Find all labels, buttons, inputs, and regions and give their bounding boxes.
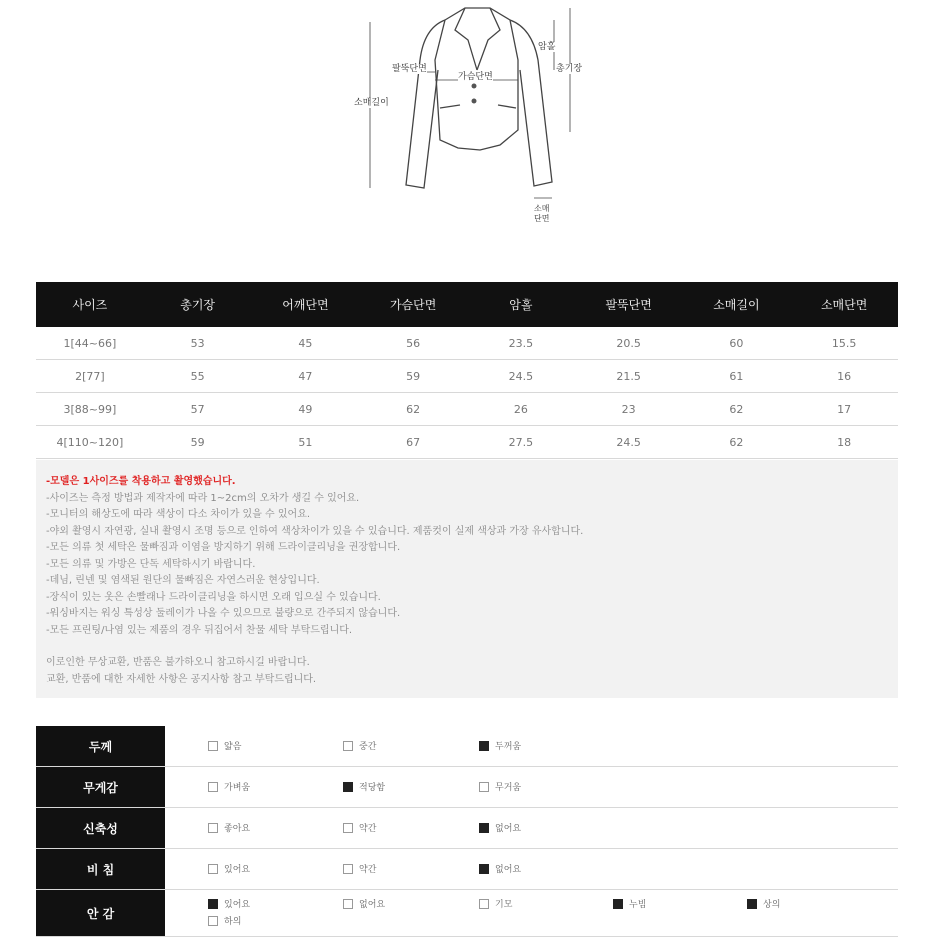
table-row: [36, 393, 898, 426]
table-cell: 21.5: [575, 360, 683, 393]
table-cell: 23: [575, 393, 683, 426]
table-cell: 47: [252, 360, 360, 393]
attr-label: 두께: [36, 726, 165, 766]
table-cell: 53: [144, 327, 252, 360]
checkbox[interactable]: [343, 899, 353, 909]
checkbox[interactable]: [208, 916, 218, 926]
note-line: -야외 촬영시 자연광, 실내 촬영시 조명 등으로 인하여 색상차이가 있을 수 있습니다. 제품컷이 실제 색상과 가장 유사합니다.: [46, 525, 584, 537]
table-cell: 24.5: [467, 360, 575, 393]
checkbox[interactable]: [343, 864, 353, 874]
checkbox[interactable]: [208, 741, 218, 751]
table-cell: 18: [790, 426, 898, 459]
attr-row-weight: [36, 767, 898, 808]
header-cell: 팔뚝단면: [575, 282, 683, 327]
sleeve-length-label: 소매길이: [354, 98, 389, 108]
table-cell: 60: [683, 327, 791, 360]
option-label: 있어요: [224, 865, 251, 875]
table-cell: 23.5: [467, 327, 575, 360]
table-cell: 3[88~99]: [36, 393, 144, 426]
option-label: 얇음: [224, 742, 242, 752]
option[interactable]: [343, 862, 376, 875]
option-label: 하의: [224, 917, 242, 927]
attr-row-lining: [36, 890, 898, 937]
option[interactable]: [479, 862, 521, 875]
note-line: -모든 의류 첫 세탁은 물빠짐과 이염을 방지하기 위해 드라이클리닝을 권장합니다.: [46, 542, 401, 553]
option[interactable]: [208, 780, 250, 793]
option[interactable]: [343, 821, 376, 834]
table-cell: 57: [144, 393, 252, 426]
note-line: -워싱바지는 워싱 특성상 둘레이가 나올 수 있으므로 불량으로 간주되지 않습니다.: [46, 608, 401, 619]
note-line: -사이즈는 측정 방법과 제작자에 따라 1~2cm의 오차가 생길 수 있어요.: [46, 492, 360, 504]
table-cell: 27.5: [467, 426, 575, 459]
checkbox[interactable]: [208, 782, 218, 792]
header-cell: 어깨단면: [252, 282, 360, 327]
attr-label: 안 감: [36, 890, 165, 936]
option-label: 없어요: [359, 900, 386, 910]
measurement-diagram: [340, 0, 600, 230]
option[interactable]: [208, 897, 250, 910]
table-cell: 17: [790, 393, 898, 426]
option[interactable]: [208, 862, 250, 875]
option-label: 적당함: [359, 783, 386, 793]
armhole-label: 암홀: [538, 42, 556, 52]
header-cell: 소매길이: [683, 282, 791, 327]
table-cell: 45: [252, 327, 360, 360]
table-cell: 61: [683, 360, 791, 393]
note-line: -모든 의류 및 가방은 단독 세탁하시기 바랍니다.: [46, 558, 256, 570]
header-cell: 사이즈: [36, 282, 144, 327]
checkbox[interactable]: [343, 823, 353, 833]
table-cell: 51: [252, 426, 360, 459]
option-label: 중간: [359, 742, 377, 752]
table-cell: 49: [252, 393, 360, 426]
checkbox[interactable]: [613, 899, 623, 909]
table-row: [36, 426, 898, 459]
note-line: -모든 프린팅/나염 있는 제품의 경우 뒤집어서 찬물 세탁 부탁드립니다.: [46, 624, 353, 636]
size-table: [36, 282, 898, 459]
table-cell: 2[77]: [36, 360, 144, 393]
note-line: -모니터의 해상도에 따라 색상이 다소 차이가 있을 수 있어요.: [46, 509, 311, 520]
option-label: 기모: [495, 900, 513, 910]
option[interactable]: [479, 897, 512, 910]
option[interactable]: [747, 897, 780, 910]
size-table-header: [36, 282, 898, 327]
option-label: 있어요: [224, 900, 251, 910]
model-size-note: -모델은 1사이즈를 착용하고 촬영했습니다.: [46, 476, 236, 487]
checkbox[interactable]: [479, 899, 489, 909]
option[interactable]: [208, 739, 241, 752]
cuff-label: 소매단면: [534, 204, 556, 224]
option[interactable]: [479, 739, 521, 752]
checkbox[interactable]: [208, 864, 218, 874]
jacket-illustration: [340, 0, 600, 230]
chest-label: 가슴단면: [458, 72, 493, 82]
table-cell: 16: [790, 360, 898, 393]
header-cell: 가슴단면: [359, 282, 467, 327]
checkbox[interactable]: [208, 899, 218, 909]
option[interactable]: [208, 821, 250, 834]
table-cell: 55: [144, 360, 252, 393]
header-cell: 소매단면: [790, 282, 898, 327]
option-label: 누빔: [629, 900, 647, 910]
checkbox[interactable]: [479, 823, 489, 833]
checkbox[interactable]: [479, 782, 489, 792]
option[interactable]: [343, 739, 376, 752]
option-label: 무거움: [495, 783, 522, 793]
checkbox[interactable]: [343, 741, 353, 751]
spacer: [46, 639, 888, 655]
attr-label: 비 침: [36, 849, 165, 889]
option-label: 약간: [359, 824, 377, 834]
option-label: 약간: [359, 865, 377, 875]
note-line: -장식이 있는 옷은 손빨래나 드라이클리닝을 하시면 오래 입으실 수 있습니다.: [46, 591, 381, 603]
table-cell: 59: [359, 360, 467, 393]
table-cell: 56: [359, 327, 467, 360]
option-label: 상의: [763, 900, 781, 910]
table-row: [36, 327, 898, 360]
attr-row-thickness: [36, 726, 898, 767]
table-row: [36, 360, 898, 393]
table-cell: 62: [359, 393, 467, 426]
fabric-attributes: [36, 726, 898, 937]
attr-label: 신축성: [36, 808, 165, 848]
option[interactable]: [208, 914, 241, 927]
option[interactable]: [479, 821, 521, 834]
sleeve-width-label: 팔뚝단면: [392, 64, 427, 74]
option[interactable]: [613, 897, 646, 910]
table-cell: 26: [467, 393, 575, 426]
option-label: 좋아요: [224, 824, 251, 834]
option-label: 없어요: [495, 865, 522, 875]
note-line: -데님, 린넨 및 염색된 원단의 물빠짐은 자연스러운 현상입니다.: [46, 575, 320, 586]
header-cell: 총기장: [144, 282, 252, 327]
checkbox[interactable]: [479, 741, 489, 751]
total-length-label: 총기장: [556, 64, 583, 74]
table-cell: 62: [683, 393, 791, 426]
table-cell: 59: [144, 426, 252, 459]
table-cell: 20.5: [575, 327, 683, 360]
table-cell: 15.5: [790, 327, 898, 360]
option[interactable]: [479, 780, 521, 793]
attr-row-stretch: [36, 808, 898, 849]
option[interactable]: [343, 897, 385, 910]
table-cell: 4[110~120]: [36, 426, 144, 459]
header-cell: 암홀: [467, 282, 575, 327]
checkbox[interactable]: [208, 823, 218, 833]
table-cell: 1[44~66]: [36, 327, 144, 360]
option-label: 두꺼움: [495, 742, 522, 752]
table-cell: 67: [359, 426, 467, 459]
table-cell: 62: [683, 426, 791, 459]
checkbox[interactable]: [479, 864, 489, 874]
attr-label: 무게감: [36, 767, 165, 807]
table-cell: 24.5: [575, 426, 683, 459]
checkbox[interactable]: [343, 782, 353, 792]
checkbox[interactable]: [747, 899, 757, 909]
option-label: 없어요: [495, 824, 522, 834]
footer-note: 이로인한 무상교환, 반품은 불가하오니 참고하시길 바랍니다.: [46, 657, 310, 668]
footer-note: 교환, 반품에 대한 자세한 사항은 공지사항 참고 부탁드립니다.: [46, 673, 317, 685]
option-label: 가벼움: [224, 783, 251, 793]
care-notes: [36, 460, 898, 698]
option[interactable]: [343, 780, 385, 793]
attr-row-sheerness: [36, 849, 898, 890]
